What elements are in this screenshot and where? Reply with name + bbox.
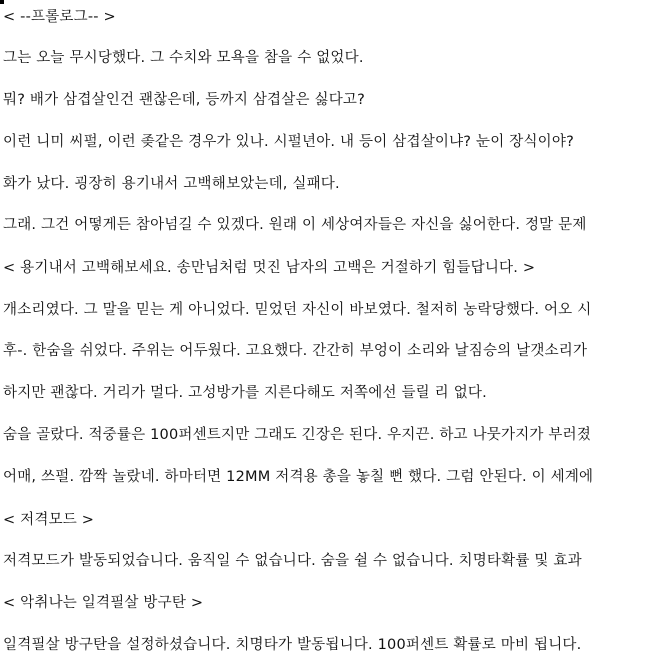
- text-line: 후-. 한숨을 쉬었다. 주위는 어두웠다. 고요했다. 간간히 부엉이 소리와 날짐승의 날갯소리가: [3, 343, 588, 359]
- text-line: 개소리였다. 그 말을 믿는 게 아니었다. 믿었던 자신이 바보였다. 철저히 농락당했다. 어오 시: [3, 302, 592, 318]
- text-line: 저격모드가 발동되었습니다. 움직일 수 없습니다. 숨을 쉴 수 없습니다. 치명타확률 및 효과: [3, 553, 582, 569]
- text-line: 어매, 쓰펄. 깜짝 놀랐네. 하마터면 12MM 저격용 총을 놓칠 뻔 했다. 그럼 안된다. 이 세계에: [3, 469, 594, 485]
- text-line: < 용기내서 고백해보세요. 송만님처럼 멋진 남자의 고백은 거절하기 힘들답니다. >: [3, 260, 536, 276]
- text-line: < --프롤로그-- >: [3, 9, 116, 25]
- text-line: 숨을 골랐다. 적중률은 100퍼센트지만 그래도 긴장은 된다. 우지끈. 하고 나뭇가지가 부러졌: [3, 427, 592, 443]
- text-line: 그는 오늘 무시당했다. 그 수치와 모욕을 참을 수 없었다.: [3, 50, 364, 66]
- text-line: 뭐? 배가 삼겹살인건 괜찮은데, 등까지 삼겹살은 싫다고?: [3, 92, 366, 108]
- text-line: 하지만 괜찮다. 거리가 멀다. 고성방가를 지른다해도 저쪽에선 들릴 리 없다.: [3, 385, 487, 401]
- text-line: 그래. 그건 어떻게든 참아넘길 수 있겠다. 원래 이 세상여자들은 자신을 싫어한다. 정말 문제: [3, 217, 587, 233]
- text-line: 화가 났다. 굉장히 용기내서 고백해보았는데, 실패다.: [3, 176, 340, 192]
- text-line: 이런 니미 씨펄, 이런 좆같은 경우가 있나. 시펄년아. 내 등이 삼겹살이냐? 눈이 장식이야?: [3, 134, 574, 150]
- text-line: < 악취나는 일격필살 방구탄 >: [3, 595, 204, 611]
- text-line: 일격필살 방구탄을 설정하셨습니다. 치명타가 발동됩니다. 100퍼센트 확률로 마비 됩니다.: [3, 637, 582, 653]
- text-line: < 저격모드 >: [3, 512, 95, 528]
